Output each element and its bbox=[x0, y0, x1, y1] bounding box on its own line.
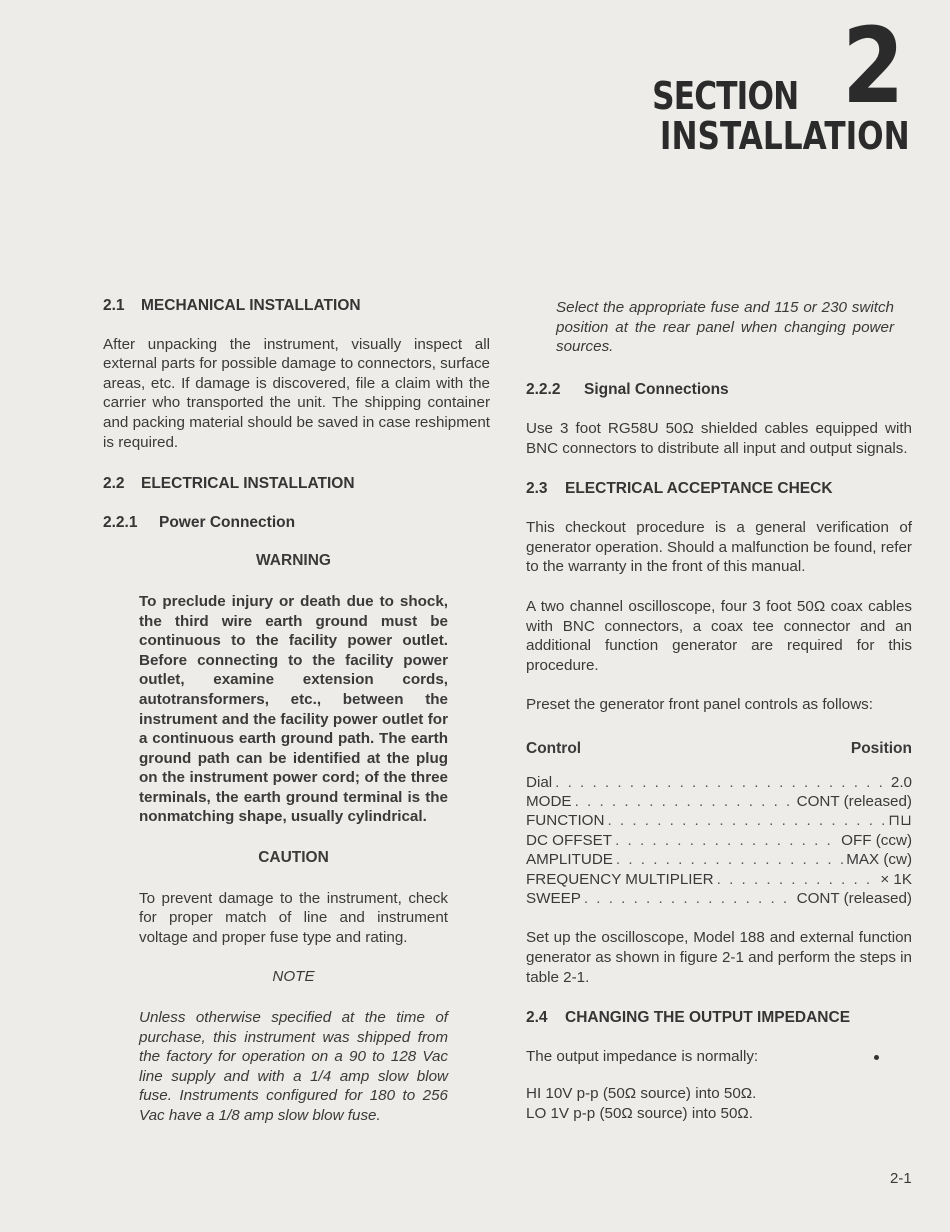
control-row bbox=[526, 831, 912, 850]
heading-text: Power Connection bbox=[159, 513, 296, 531]
square-wave-icon: ⊓⊔ bbox=[888, 812, 912, 830]
setup-instructions-text: Set up the oscilloscope, Model 188 and external function generator as shown in figure 2-1 and perform the steps in table 2-1. bbox=[526, 929, 912, 986]
heading-2-3 bbox=[526, 479, 912, 499]
page-number: 2-1 bbox=[890, 1170, 912, 1187]
leader-dots bbox=[616, 850, 843, 869]
control-table-header bbox=[526, 739, 912, 759]
control-label: FREQUENCY MULTIPLIER bbox=[526, 870, 714, 888]
section-word: SECTION bbox=[651, 74, 798, 118]
control-row bbox=[526, 792, 912, 811]
right-column bbox=[526, 298, 912, 1124]
output-impedance-hi: HI 10V p-p (50Ω source) into 50Ω. bbox=[526, 1085, 757, 1103]
output-impedance-intro: The output impedance is normally: bbox=[526, 1047, 759, 1065]
control-value: CONT (released) bbox=[796, 792, 912, 810]
control-column-header: Control bbox=[526, 739, 582, 757]
heading-number: 2.2.1 bbox=[103, 513, 138, 531]
leader-dots bbox=[615, 831, 838, 850]
control-label: Dial bbox=[526, 773, 553, 791]
heading-2-2-1 bbox=[103, 513, 490, 533]
output-impedance-block bbox=[526, 1047, 912, 1124]
heading-number: 2.2 bbox=[103, 475, 125, 493]
control-label: AMPLITUDE bbox=[526, 851, 613, 869]
control-value: × 1K bbox=[880, 870, 912, 888]
position-column-header: Position bbox=[850, 739, 912, 757]
notice-block bbox=[139, 551, 448, 1125]
control-label: FUNCTION bbox=[526, 812, 605, 830]
mechanical-installation-text: After unpacking the instrument, visually inspect all external parts for possible damage to connectors, surface areas, etc. If damage is discovered, file a claim with the carrier who transported the unit. The shipping container and packing material should be saved in case reshipment is required. bbox=[103, 335, 490, 451]
acceptance-check-text-3: Preset the generator front panel controls as follows: bbox=[526, 696, 873, 714]
section-title: INSTALLATION bbox=[660, 114, 910, 158]
caution-title: CAUTION bbox=[258, 849, 329, 867]
control-row bbox=[526, 850, 912, 869]
acceptance-check-text-1: This checkout procedure is a general verification of generator operation. Should a malfunction be found, refer to the warranty in the front of this manual. bbox=[526, 519, 912, 576]
leader-dots bbox=[555, 773, 888, 792]
heading-number: 2.2.2 bbox=[526, 380, 561, 398]
note-text: Unless otherwise specified at the time of purchase, this instrument was shipped from the factory for operation on a 90 to 128 Vac line supply and with a 1/4 amp slow blow fuse. Instruments configured for 180 to 256 Vac have a 1/8 amp slow blow fuse. bbox=[139, 1009, 448, 1124]
caution-text: To prevent damage to the instrument, check for proper match of line and instrument voltage and proper fuse type and rating. bbox=[139, 889, 448, 946]
leader-dots bbox=[717, 870, 878, 889]
note-title: NOTE bbox=[272, 968, 315, 986]
control-label: MODE bbox=[526, 792, 572, 810]
left-column bbox=[103, 296, 490, 1126]
bullet-dot bbox=[874, 1055, 879, 1060]
control-table bbox=[526, 773, 912, 909]
control-row bbox=[526, 811, 912, 830]
leader-dots bbox=[584, 889, 794, 908]
control-row bbox=[526, 870, 912, 889]
heading-text: Signal Connections bbox=[584, 380, 729, 398]
leader-dots bbox=[575, 792, 794, 811]
signal-connections-text: Use 3 foot RG58U 50Ω shielded cables equipped with BNC connectors to distribute all input and output signals. bbox=[526, 420, 912, 457]
heading-2-4 bbox=[526, 1008, 912, 1028]
control-value: CONT (released) bbox=[796, 889, 912, 907]
control-label: SWEEP bbox=[526, 889, 581, 907]
output-impedance-lo: LO 1V p-p (50Ω source) into 50Ω. bbox=[526, 1104, 754, 1122]
control-value: MAX (cw) bbox=[846, 851, 912, 869]
warning-title: WARNING bbox=[256, 552, 331, 570]
acceptance-check-text-2: A two channel oscilloscope, four 3 foot 50Ω coax cables with BNC connectors, a coax tee connector and an additional function generator are required for this procedure. bbox=[526, 597, 912, 674]
heading-number: 2.3 bbox=[526, 479, 548, 497]
heading-2-1 bbox=[103, 296, 490, 316]
heading-text: ELECTRICAL INSTALLATION bbox=[141, 475, 355, 493]
control-row bbox=[526, 773, 912, 792]
leader-dots bbox=[607, 811, 885, 830]
heading-2-2 bbox=[103, 474, 490, 494]
heading-number: 2.1 bbox=[103, 297, 125, 314]
section-header bbox=[490, 5, 910, 158]
control-value: 2.0 bbox=[890, 773, 912, 791]
warning-text: To preclude injury or death due to shock, the third wire earth ground must be continuous to the facility power outlet. Before connecting to the facility power outlet, examine extension cords, autotransformers, etc., between the instrument and the facility power outlet for a continuous earth ground path. The earth ground path can be identified at the plug on the instrument power cord; of the three terminals, the earth ground terminal is the nonmatching shape, usually cylindrical. bbox=[139, 592, 448, 826]
heading-number: 2.4 bbox=[526, 1009, 548, 1027]
control-value: OFF (ccw) bbox=[841, 831, 912, 849]
heading-text: CHANGING THE OUTPUT IMPEDANCE bbox=[565, 1009, 851, 1027]
heading-text: ELECTRICAL ACCEPTANCE CHECK bbox=[565, 479, 833, 497]
control-label: DC OFFSET bbox=[526, 831, 613, 849]
fuse-note-text: Select the appropriate fuse and 115 or 230 switch position at the rear panel when changing power sources. bbox=[556, 299, 894, 356]
heading-2-2-2 bbox=[526, 380, 912, 400]
heading-text: MECHANICAL INSTALLATION bbox=[141, 297, 361, 314]
control-row bbox=[526, 889, 912, 908]
section-number: 2 bbox=[841, 5, 904, 127]
